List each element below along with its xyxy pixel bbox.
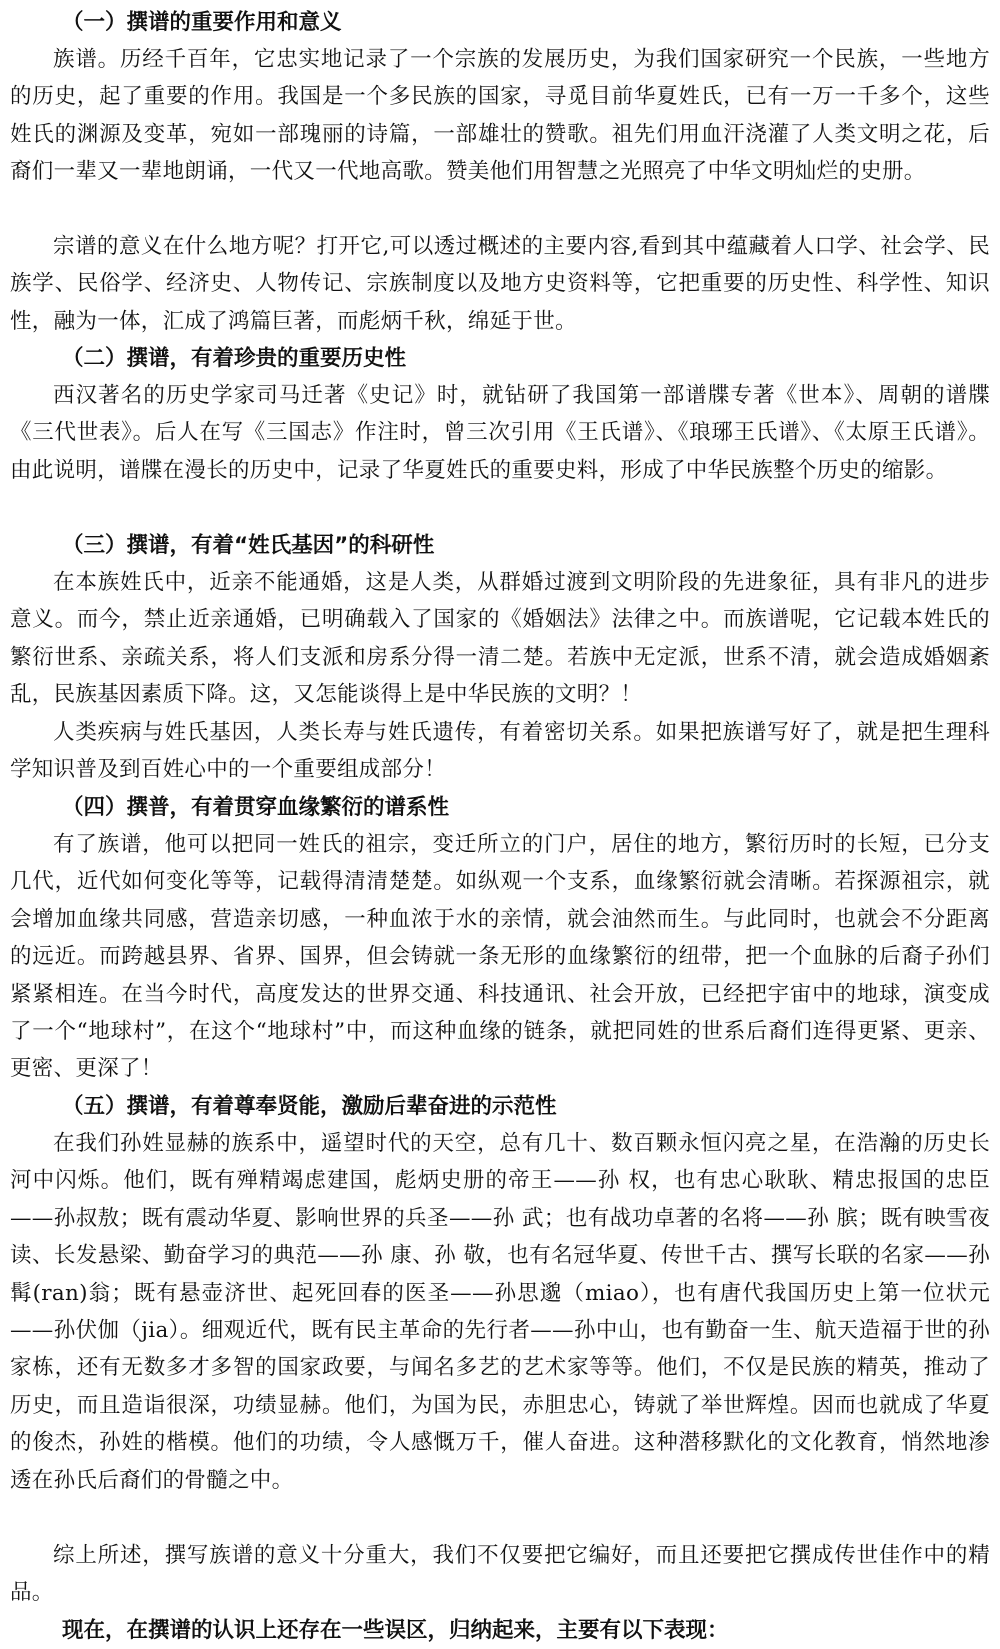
section-5-paragraph-2: 综上所述，撰写族谱的意义十分重大，我们不仅要把它编好，而且还要把它撰成传世佳作中的精品。 bbox=[10, 1543, 990, 1606]
section-1-heading: （一）撰谱的重要作用和意义 bbox=[62, 10, 342, 35]
section-2-heading: （二）撰谱，有着珍贵的重要历史性 bbox=[62, 346, 407, 371]
section-2-paragraph-1: 西汉著名的历史学家司马迁著《史记》时，就钻研了我国第一部谱牒专著《世本》、周朝的谱牒《三代世表》。后人在写《三国志》作注时，曾三次引用《王氏谱》、《琅琊王氏谱》、《太原王氏谱》。由此说明，谱牒在漫长的历史中，记录了华夏姓氏的重要史料，形成了中华民族整个历史的缩影。 bbox=[10, 383, 990, 483]
document-page bbox=[10, 4, 990, 1649]
section-4-paragraph-1: 有了族谱，他可以把同一姓氏的祖宗，变迁所立的门户，居住的地方，繁衍历时的长短，已分支几代，近代如何变化等等，记载得清清楚楚。如纵观一个支系，血缘繁衍就会清晰。若探源祖宗，就会增加血缘共同感，营造亲切感，一种血浓于水的亲情，就会油然而生。与此同时，也就会不分距离的远近。而跨越县界、省界、国界，但会铸就一条无形的血缘繁衍的纽带，把一个血脉的后裔子孙们紧紧相连。在当今时代，高度发达的世界交通、科技通讯、社会开放，已经把宇宙中的地球，演变成了一个“地球村”，在这个“地球村”中，而这种血缘的链条，就把同姓的世系后裔们连得更紧、更亲、更密、更深了！ bbox=[10, 832, 990, 1082]
section-1-paragraph-2: 宗谱的意义在什么地方呢？打开它,可以透过概述的主要内容,看到其中蕴藏着人口学、社会学、民族学、民俗学、经济史、人物传记、宗族制度以及地方史资料等，它把重要的历史性、科学性、知识性，融为一体，汇成了鸿篇巨著，而彪炳千秋，绵延于世。 bbox=[10, 234, 990, 334]
section-3-paragraph-1: 在本族姓氏中，近亲不能通婚，这是人类，从群婚过渡到文明阶段的先进象征，具有非凡的进步意义。而今，禁止近亲通婚，已明确载入了国家的《婚姻法》法律之中。而族谱呢，它记载本姓氏的繁衍世系、亲疏关系，将人们支派和房系分得一清二楚。若族中无定派，世系不清，就会造成婚姻紊乱，民族基因素质下降。这，又怎能谈得上是中华民族的文明？！ bbox=[10, 570, 990, 708]
section-5-heading: （五）撰谱，有着尊奉贤能，激励后辈奋进的示范性 bbox=[62, 1094, 557, 1119]
section-3-paragraph-2: 人类疾病与姓氏基因，人类长寿与姓氏遗传，有着密切关系。如果把族谱写好了，就是把生理科学知识普及到百姓心中的一个重要组成部分！ bbox=[10, 720, 990, 783]
section-4-heading: （四）撰普，有着贯穿血缘繁衍的谱系性 bbox=[62, 795, 450, 820]
section-3-heading: （三）撰谱，有着“姓氏基因”的科研性 bbox=[62, 533, 435, 558]
section-1-paragraph-1: 族谱。历经千百年，它忠实地记录了一个宗族的发展历史，为我们国家研究一个民族，一些地方的历史，起了重要的作用。我国是一个多民族的国家，寻觅目前华夏姓氏，已有一万一千多个，这些姓氏的渊源及变革，宛如一部瑰丽的诗篇，一部雄壮的赞歌。祖先们用血汗浇灌了人类文明之花，后裔们一辈又一辈地朗诵，一代又一代地高歌。赞美他们用智慧之光照亮了中华文明灿烂的史册。 bbox=[10, 47, 990, 185]
closing-heading: 现在，在撰谱的认识上还存在一些误区，归纳起来，主要有以下表现： bbox=[62, 1618, 729, 1643]
section-5-paragraph-1: 在我们孙姓显赫的族系中，遥望时代的天空，总有几十、数百颗永恒闪亮之星，在浩瀚的历史长河中闪烁。他们，既有殚精竭虑建国，彪炳史册的帝王——孙 权，也有忠心耿耿、精忠报国的忠臣——孙叔敖；既有震动华夏、影响世界的兵圣——孙 武；也有战功卓著的名将——孙 膑；既有映雪夜读、长发悬梁、勤奋学习的典范——孙 康、孙 敬，也有名冠华夏、传世千古、撰写长联的名家——孙髯(ran)翁；既有悬壶济世、起死回春的医圣——孙思邈（miao），也有唐代我国历史上第一位状元——孙伏伽（jia）。细观近代，既有民主革命的先行者——孙中山，也有勤奋一生、航天造福于世的孙家栋，还有无数多才多智的国家政要，与闻名多艺的艺术家等等。他们，不仅是民族的精英，推动了历史，而且造诣很深，功绩显赫。他们，为国为民，赤胆忠心，铸就了举世辉煌。因而也就成了华夏的俊杰，孙姓的楷模。他们的功绩，令人感慨万千，催人奋进。这种潜移默化的文化教育，悄然地渗透在孙氏后裔们的骨髓之中。 bbox=[10, 1131, 990, 1493]
